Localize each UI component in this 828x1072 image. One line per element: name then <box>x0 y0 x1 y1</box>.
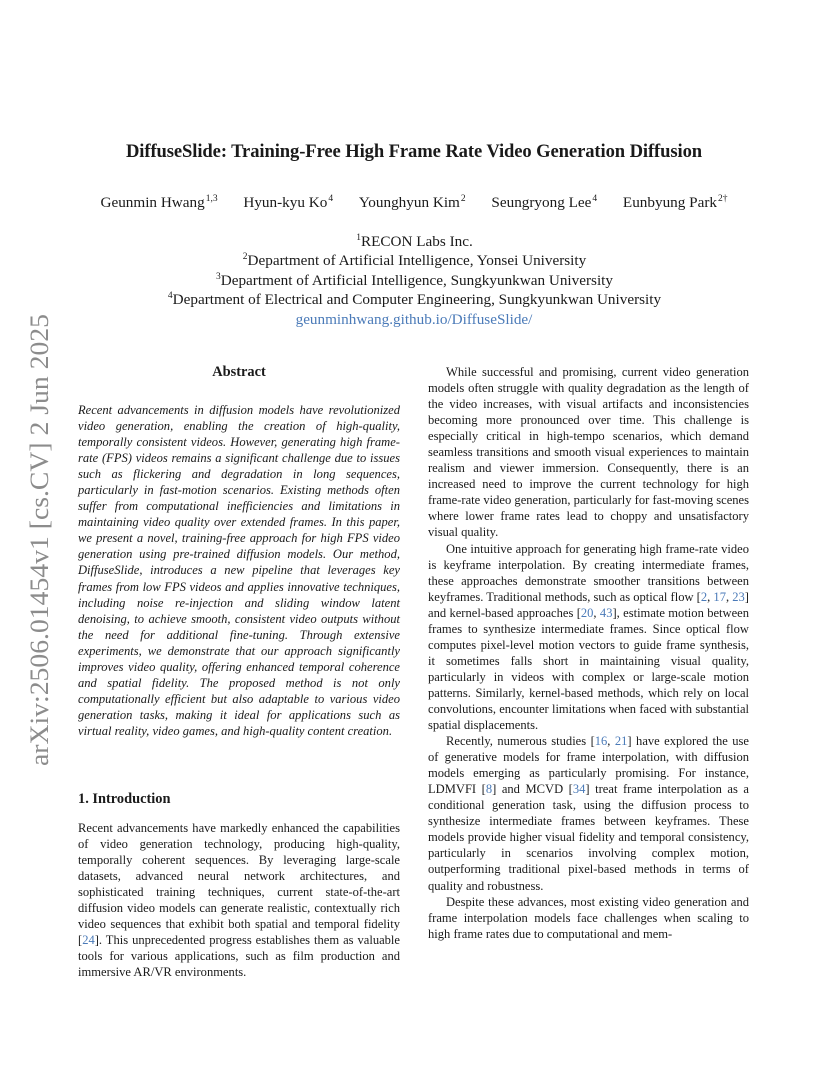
author: Hyun-kyu Ko$^4$ <box>243 194 334 211</box>
citation-link[interactable]: 17 <box>713 589 726 604</box>
author-list <box>0 194 828 212</box>
citation-link[interactable]: 23 <box>732 589 745 604</box>
citation-link[interactable]: 21 <box>614 734 628 749</box>
citation-link[interactable]: 8 <box>485 782 493 797</box>
affiliation-list <box>0 232 828 329</box>
affiliation: $^3$Department of Artificial Intelligence, Sungkyunkwan University <box>216 271 613 289</box>
abstract-text <box>78 402 400 739</box>
citation-link[interactable]: 24 <box>82 933 95 948</box>
author: Seungryong Lee$^4$ <box>491 194 598 211</box>
introduction-left-column <box>78 820 400 980</box>
affiliation: $^1$RECON Labs Inc. <box>356 233 473 250</box>
intro-paragraph-3: One intuitive approach for generating high frame-rate video is keyframe interpolation. By creating intermediate frames, these approaches demonstrate smoother transitions between keyframes. Traditional methods, such as optical flow [2, 17, 23] and kernel-based approaches [20, 43], estimate motion between frames to synthesize intermediate frames. Since optical flow computes pixel-level motion vectors to guide frame synthesis, it sometimes falls short in maintaining visual quality, particularly in videos with complex or large-scale motion patterns. Similarly, kernel-based methods, which rely on local convolutions, encounter limitations when faced with substantial spatial displacements. <box>428 541 749 733</box>
abstract-heading: Abstract <box>212 364 266 380</box>
author: Geunmin Hwang$^{1,3}$ <box>100 194 218 211</box>
citation-link[interactable]: 16 <box>594 734 608 749</box>
project-page-link[interactable]: geunminhwang.github.io/DiffuseSlide/ <box>295 310 533 328</box>
intro-paragraph-1: Recent advancements have markedly enhanced the capabilities of video generation technology, producing high-quality, temporally coherent sequences. By leveraging large-scale datasets, advanced neural network architectures, and sophisticated training techniques, current state-of-the-art diffusion video models can generate realistic, contextually rich video sequences that exhibit both spatial and temporal fidelity [24]. This unprecedented progress establishes them as valuable tools for various applications, such as film production and immersive AR/VR environments. <box>78 821 400 980</box>
arxiv-stamp-text: arXiv:2506.01454v1 [cs.CV] 2 Jun 2025 <box>24 333 54 766</box>
abstract-paragraph: Recent advancements in diffusion models have revolutionized video generation, enabling the creation of high-quality, temporally consistent videos. However, generating high frame-rate (FPS) videos remains a significant challenge due to issues such as flickering and degradation in long sequences, particularly in fast-motion scenarios. Existing methods often suffer from computational inefficiencies and limitations in maintaining video quality over extended frames. In this paper, we present a novel, training-free approach for high FPS video generation using pre-trained diffusion models. Our method, DiffuseSlide, introduces a new pipeline that leverages key frames from low FPS videos and applies innovative techniques, including noise re-injection and sliding window latent denoising, to achieve smooth, consistent video outputs without the need for additional fine-tuning. Through extensive experiments, we demonstrate that our approach significantly improves video quality, offering enhanced temporal coherence and spatial fidelity. The proposed method is not only computationally efficient but also adaptable to various video generation tasks, making it ideal for applications such as virtual reality, video games, and high-quality content creation. <box>78 403 400 738</box>
citation-link[interactable]: 20 <box>580 605 594 620</box>
introduction-right-column <box>428 364 749 942</box>
arxiv-stamp <box>18 308 58 768</box>
intro-paragraph-2: While successful and promising, current video generation models often struggle with quality degradation as the length of the video increases, with visual artifacts and inconsistencies becoming more pronounced over time. This challenge is especially critical in high-tempo scenarios, which demand seamless transitions and smooth visual experiences to maintain realism and viewer immersion. Consequently, there is an increased need to improve the current technology for high frame-rate video generation, particularly for fast-moving scenes where lower frame rates lead to choppy and unsatisfactory visual quality. <box>428 365 749 540</box>
citation-link[interactable]: 43 <box>599 605 613 620</box>
author: Younghyun Kim$^2$ <box>358 194 466 211</box>
intro-paragraph-4: Recently, numerous studies [16, 21] have explored the use of generative models for frame interpolation, with diffusion models emerging as particularly promising. For instance, LDMVFI [8] and MCVD [34] treat frame interpolation as a conditional generation task, using the diffusion process to synthesize intermediate frames between keyframes. These models provide higher visual fidelity and temporal consistency, particularly in scenarios involving complex motion, outperforming traditional pixel-based methods in terms of quality and robustness. <box>428 734 749 893</box>
intro-paragraph-5: Despite these advances, most existing video generation and frame interpolation models face challenges when scaling to high frame rates due to computational and mem- <box>428 894 749 941</box>
project-link-line <box>0 310 828 329</box>
affiliation: $^2$Department of Artificial Intelligence, Yonsei University <box>242 252 587 270</box>
paper-title: DiffuseSlide: Training-Free High Frame Rate Video Generation Diffusion <box>125 141 703 162</box>
author: Eunbyung Park$^{2\dagger}$ <box>622 194 728 211</box>
citation-link[interactable]: 34 <box>572 782 586 797</box>
affiliation: $^4$Department of Electrical and Computer Engineering, Sungkyunkwan University <box>167 291 662 309</box>
citation-link[interactable]: 2 <box>700 589 708 604</box>
section-heading-introduction: 1. Introduction <box>78 791 171 807</box>
